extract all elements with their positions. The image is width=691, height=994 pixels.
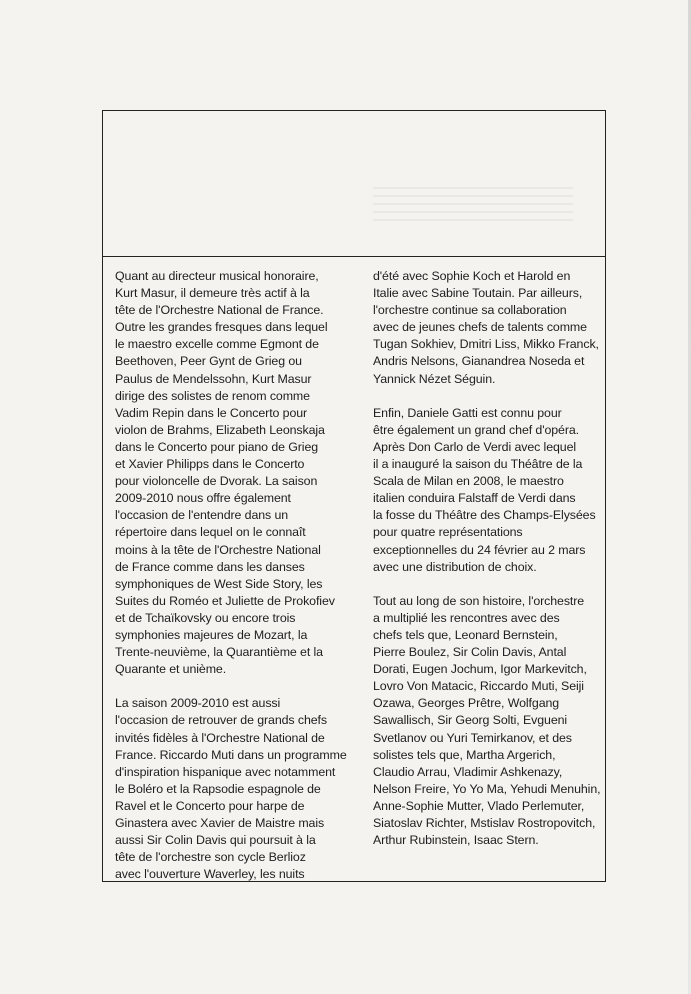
left-paragraph-season: La saison 2009-2010 est aussi l'occasion de retrouver de grands chefs invités fidèles à l'Orchestre National de France. Riccardo Muti dans un programme d'inspiration hispanique avec notamment le Boléro et la Rapsodie espagnole de Ravel et le Concerto pour harpe de Ginastera avec Xavier de Maistre mais aussi Sir Colin Davis qui poursuit à la tête de l'orchestre son cycle Berlioz avec l'ouverture Waverley, les nuits — [115, 696, 347, 882]
right-paragraph-history: Tout au long de son histoire, l'orchestre a multiplié les rencontres avec des chefs tels que, Leonard Bernstein, Pierre Boulez, Sir Colin Davis, Antal Dorati, Eugen Jochum, Igor Markevitch, Lovro Von Matacic, Riccardo Muti, Seiji Ozawa, Georges Prêtre, Wolfgang Sawallisch, Sir Georg Solti, Evgueni Svetlanov ou Yuri Temirkanov, et des solistes tels que, Martha Argerich, Claudio Arrau, Vladimir Ashkenazy, Nelson Freire, Yo Yo Ma, Yehudi Menuhin, Anne-Sophie Mutter, Vlado Perlemuter, Siatoslav Richter, Mstislav Rostropovitch, Arthur Rubinstein, Isaac Stern. — [373, 593, 601, 848]
content-frame — [102, 110, 606, 882]
right-paragraph-gatti: Enfin, Daniele Gatti est connu pour être également un grand chef d'opéra. Après Don Carlo de Verdi avec lequel il a inauguré la saison du Théâtre de la Scala de Milan en 2008, le maestro italien conduira Falstaff de Verdi dans la fosse du Théâtre des Champs-Elysées pour quatre représentations exceptionnelles du 24 février au 2 mars avec une distribution de choix. — [373, 405, 596, 574]
header-box — [103, 111, 605, 257]
right-column — [373, 268, 609, 866]
left-paragraph-masur: Quant au directeur musical honoraire, Kurt Masur, il demeure très actif à la tête de l'Orchestre National de France. Outre les grandes fresques dans lequel le maestro excelle comme Egmont de Beethoven, Peer Gynt de Grieg ou Paulus de Mendelssohn, Kurt Masur dirige des solistes de renom comme Vadim Repin dans le Concerto pour violon de Brahms, Elizabeth Leonskaja dans le Concerto pour piano de Grieg et Xavier Philipps dans le Concerto pour violoncelle de Dvorak. La saison 2009-2010 nous offre également l'occasion de l'entendre dans un répertoire dans lequel on le connaît moins à la tête de l'Orchestre National de France comme dans les danses symphoniques de West Side Story, les Suites du Roméo et Juliette de Prokofiev et de Tchaïkovsky ou encore trois symphonies majeures de Mozart, la Trente-neuvième, la Quarantième et la Quarante et unième. — [115, 269, 335, 677]
left-column — [115, 268, 351, 900]
faint-bleed-through — [373, 181, 573, 221]
right-paragraph-young-conductors: d'été avec Sophie Koch et Harold en Italie avec Sabine Toutain. Par ailleurs, l'orchestre continue sa collaboration avec de jeunes chefs de talents comme Tugan Sokhiev, Dmitri Liss, Mikko Franck, Andris Nelsons, Gianandrea Noseda et Yannick Nézet Séguin. — [373, 269, 599, 386]
